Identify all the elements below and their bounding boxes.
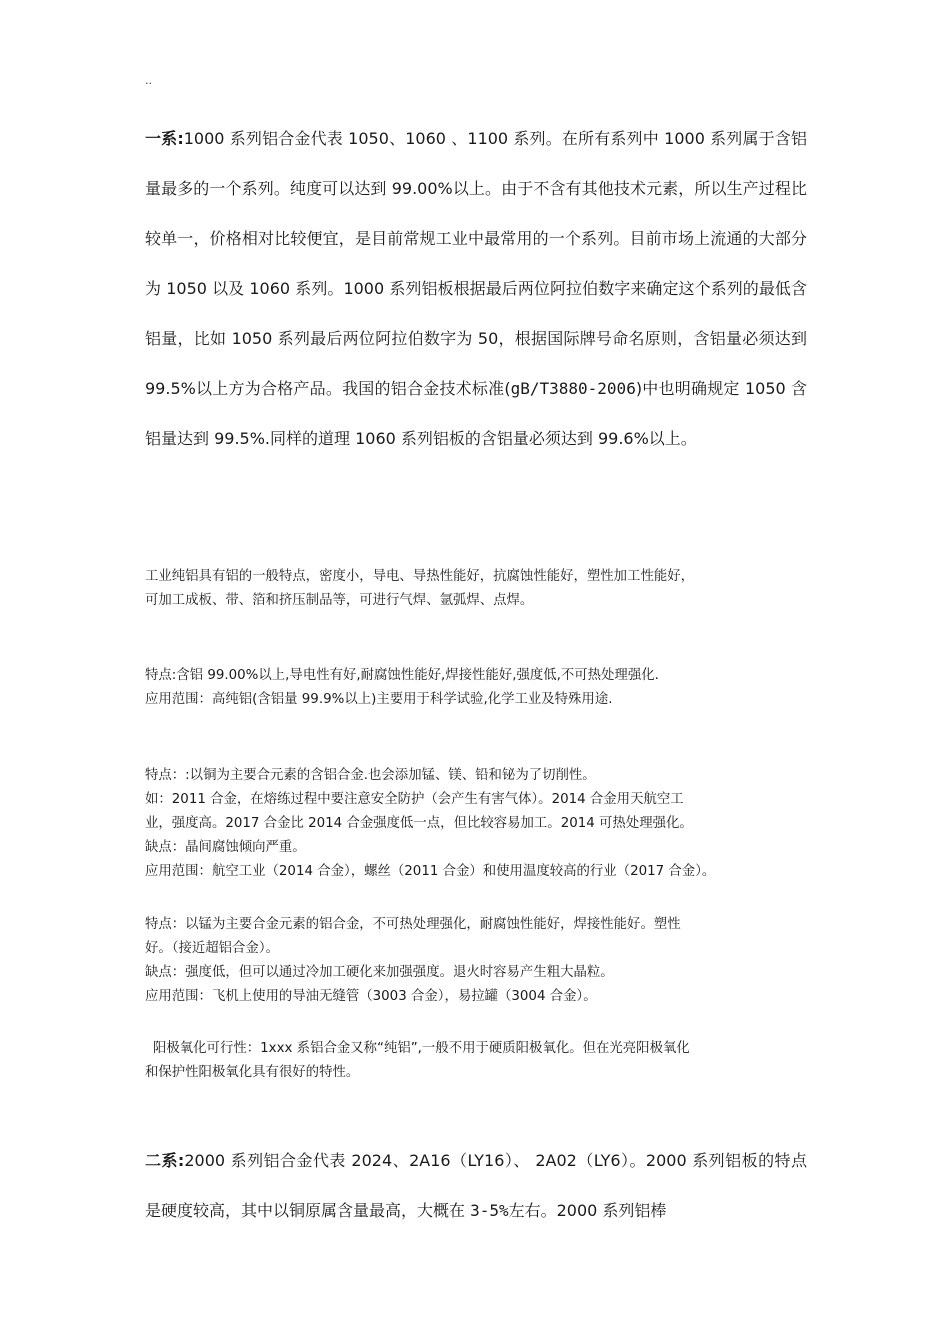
text-line: 可加工成板、带、箔和挤压制品等，可进行气焊、氩弧焊、点焊。	[145, 593, 534, 608]
anodizing-paragraph	[145, 1037, 807, 1085]
copper-range: 3-5%	[470, 1201, 509, 1220]
section-1-paragraph	[145, 114, 807, 464]
section-2-paragraph	[145, 1136, 807, 1236]
text-line: 业，强度高。2017 合金比 2014 合金强度低一点，但比较容易加工。2014 可热处理强化。	[145, 816, 693, 831]
text-line: 好。（接近超铝合金）。	[145, 941, 279, 956]
section-2-text-a: 2000 系列铝合金代表 2024、2A16（LY16）、 2A02（LY6）。2000 系列铝板的特点是硬度较高，其中以铜原属含量最高，大概在	[145, 1151, 807, 1220]
text-line: 阳极氧化可行性：1xxx 系铝合金又称“纯铝”,一般不用于硬质阳极氧化。但在光亮阳极氧化	[153, 1041, 690, 1056]
1xxx-features-paragraph	[145, 664, 807, 712]
3xxx-features-paragraph	[145, 913, 807, 1009]
section-1-text-a: 1000 系列铝合金代表 1050、1060 、1100 系列。在所有系列中 1000 系列属于含铝量最多的一个系列。纯度可以达到 99.00%以上。由于不含有其他技术元素，所以生产过程比较单一，价格相对比较便宜，是目前常规工业中最常用的一个系列。目前市场上流通的大部分为 1050 以及 1060 系列。1000 系列铝板根据最后两位阿拉伯数字来确定这个系列的最低含铝量，比如 1050 系列最后两位阿拉伯数字为 50，根据国际牌号命名原则，含铝量必须达到 99.5%以上方为合格产品。我国的铝合金技术标准(	[145, 129, 807, 398]
header-mark: ..	[145, 74, 152, 87]
text-line: 特点：:以铜为主要合元素的含铝合金.也会添加锰、镁、铅和铋为了切削性。	[145, 768, 596, 783]
text-line: 应用范围：航空工业（2014 合金），螺丝（2011 合金）和使用温度较高的行业（2017 合金）。	[145, 864, 716, 879]
text-line: 应用范围：高纯铝(含铝量 99.9%以上)主要用于科学试验,化学工业及特殊用途.	[145, 692, 613, 707]
text-line: 和保护性阳极氧化具有很好的特性。	[145, 1065, 360, 1080]
text-line: 特点：以锰为主要合金元素的铝合金，不可热处理强化，耐腐蚀性能好，焊接性能好。塑性	[145, 917, 681, 932]
text-line: 应用范围：飞机上使用的导油无缝管（3003 合金），易拉罐（3004 合金）。	[145, 989, 597, 1004]
text-line: 如：2011 合金，在熔练过程中要注意安全防护（会产生有害气体）。2014 合金用天航空工	[145, 792, 684, 807]
section-2-text-b: 左右。2000 系列铝棒	[508, 1201, 667, 1220]
text-line: 工业纯铝具有铝的一般特点，密度小，导电、导热性能好，抗腐蚀性能好，塑性加工性能好，	[145, 569, 695, 584]
text-line: 缺点：晶间腐蚀倾向严重。	[145, 840, 306, 855]
text-line: 特点:含铝 99.00%以上,导电性有好,耐腐蚀性能好,焊接性能好,强度低,不可热处理强化.	[145, 668, 659, 683]
section-1-heading: 一系:	[145, 129, 184, 148]
text-line: 缺点：强度低，但可以通过冷加工硬化来加强强度。退火时容易产生粗大晶粒。	[145, 965, 614, 980]
section-2-heading: 二系:	[145, 1151, 185, 1170]
standard-code: gB/T3880-2006	[510, 379, 636, 398]
pure-aluminum-paragraph	[145, 565, 807, 613]
section-1-text-b: )中也明确规定 1050 含铝量达到 99.5%.同样的道理 1060 系列铝板的含铝量必须达到 99.6%以上。	[145, 379, 807, 448]
2xxx-features-paragraph	[145, 764, 807, 884]
